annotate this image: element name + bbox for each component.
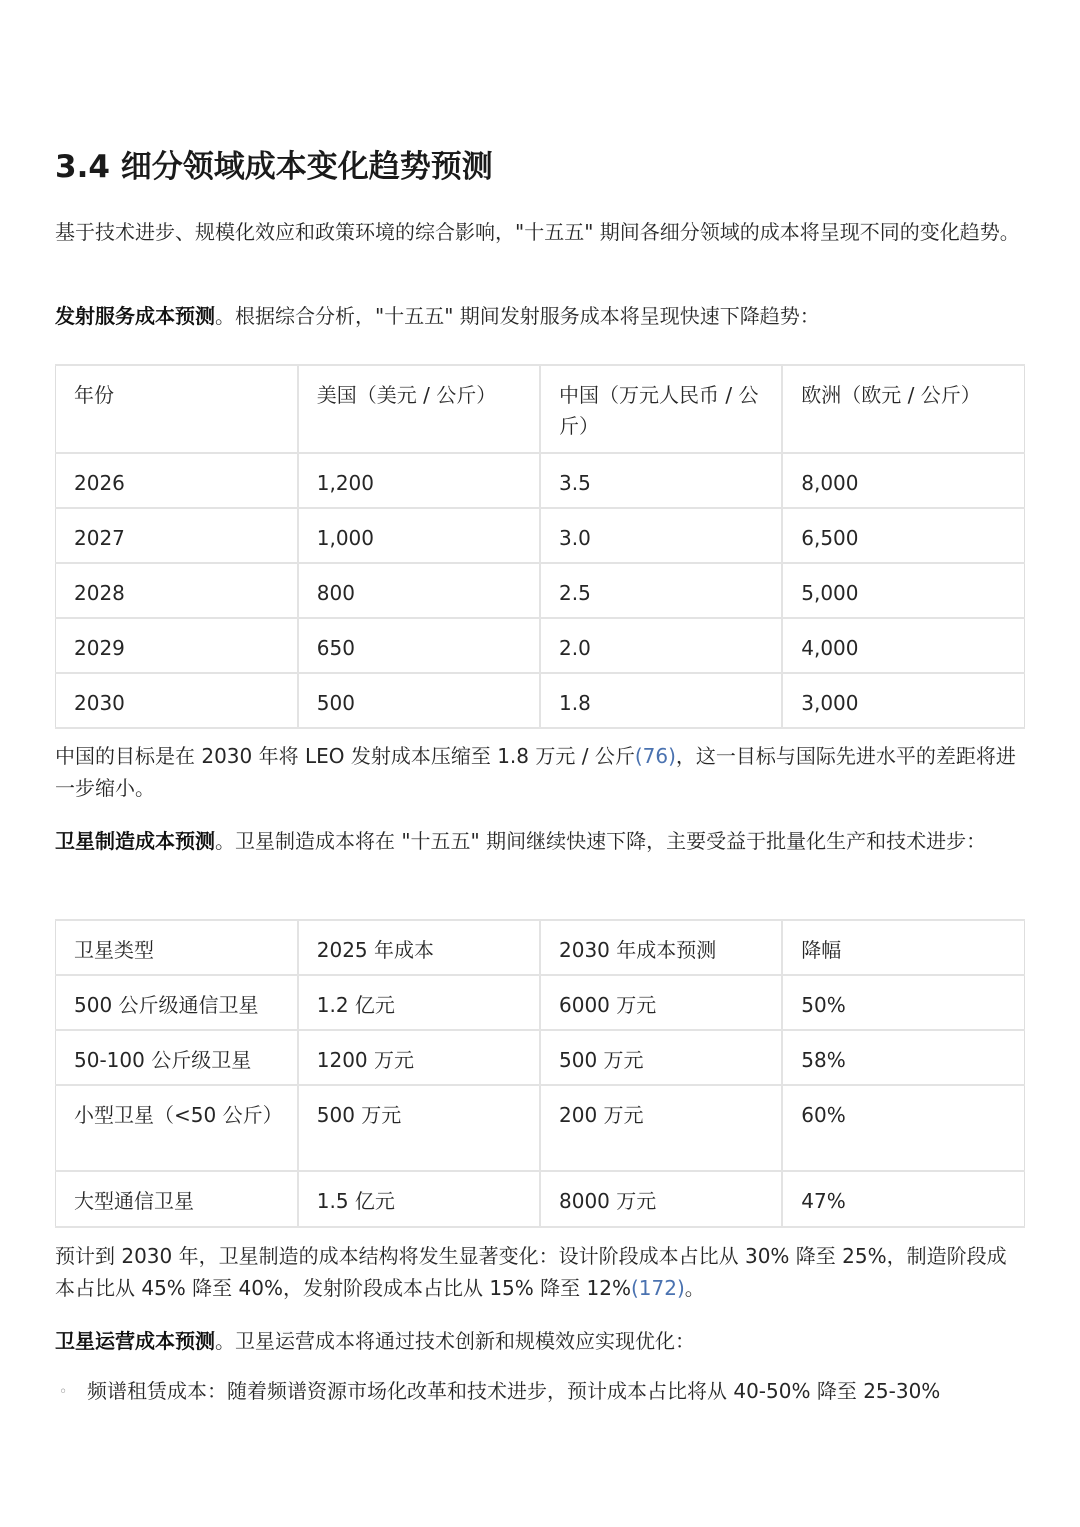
table-cell: 3.5	[540, 453, 782, 508]
table-header-row	[56, 365, 1025, 453]
table-cell: 500 万元	[298, 1085, 540, 1171]
bullet-circle-icon: ◦	[59, 1384, 68, 1400]
table-cell: 6000 万元	[540, 975, 782, 1030]
table-cell: 1200 万元	[298, 1030, 540, 1085]
table-cell: 200 万元	[540, 1085, 782, 1171]
table-cell: 500	[298, 673, 540, 728]
citation-link[interactable]: (172)	[630, 1276, 685, 1300]
intro-paragraph: 基于技术进步、规模化效应和政策环境的综合影响，"十五五" 期间各细分领域的成本将呈现不同的变化趋势。	[55, 220, 1020, 244]
launch-cost-table	[55, 364, 1025, 729]
table-row	[56, 508, 1025, 563]
table-cell: 1,000	[298, 508, 540, 563]
list-item-text: 频谱租赁成本：随着频谱资源市场化改革和技术进步，预计成本占比将从 40-50% 降至 25-30%	[87, 1379, 941, 1403]
citation-link[interactable]: (76)	[634, 744, 676, 768]
table-cell: 650	[298, 618, 540, 673]
table-header-cell: 年份	[56, 365, 298, 453]
table-cell: 500 万元	[540, 1030, 782, 1085]
manufacturing-note-text: 预计到 2030 年，卫星制造的成本结构将发生显著变化：设计阶段成本占比从 30% 降至 25%，制造阶段成本占比从 45% 降至 40%，发射阶段成本占比从 15% 降至 12%	[55, 1244, 1007, 1300]
section-title: 3.4 细分领域成本变化趋势预测	[55, 149, 493, 185]
launch-heading: 发射服务成本预测	[55, 304, 215, 328]
table-header-cell: 2030 年成本预测	[540, 920, 782, 975]
table-cell: 47%	[782, 1171, 1024, 1227]
table-header-cell: 欧洲（欧元 / 公斤）	[782, 365, 1024, 453]
table-header-row	[56, 920, 1025, 975]
table-row	[56, 673, 1025, 728]
table-row	[56, 1085, 1025, 1171]
table-cell: 50%	[782, 975, 1024, 1030]
operations-text: 。卫星运营成本将通过技术创新和规模效应实现优化：	[215, 1329, 695, 1353]
manufacturing-heading: 卫星制造成本预测	[55, 829, 215, 853]
table-cell: 2.0	[540, 618, 782, 673]
manufacturing-paragraph	[55, 825, 1025, 857]
launch-note-text-end: ，这一目标与国际先进水平的差距将进一步缩小。	[55, 744, 1016, 800]
table-cell: 1.5 亿元	[298, 1171, 540, 1227]
table-cell: 1.2 亿元	[298, 975, 540, 1030]
table-cell: 6,500	[782, 508, 1024, 563]
table-row	[56, 1171, 1025, 1227]
table-cell: 60%	[782, 1085, 1024, 1171]
table-row	[56, 618, 1025, 673]
table-row	[56, 563, 1025, 618]
table-header-cell: 中国（万元人民币 / 公斤）	[540, 365, 782, 453]
table-row	[56, 975, 1025, 1030]
launch-note	[55, 740, 1025, 804]
operations-paragraph	[55, 1325, 1025, 1357]
table-header-cell: 卫星类型	[56, 920, 298, 975]
manufacturing-note-text-end: 。	[684, 1276, 705, 1300]
table-row	[56, 453, 1025, 508]
operations-heading: 卫星运营成本预测	[55, 1329, 215, 1353]
table-cell: 2.5	[540, 563, 782, 618]
table-row	[56, 1030, 1025, 1085]
table-cell: 50-100 公斤级卫星	[56, 1030, 298, 1085]
table-cell: 58%	[782, 1030, 1024, 1085]
table-cell: 2030	[56, 673, 298, 728]
table-cell: 大型通信卫星	[56, 1171, 298, 1227]
table-cell: 小型卫星（<50 公斤）	[56, 1085, 298, 1171]
manufacturing-text: 。卫星制造成本将在 "十五五" 期间继续快速下降，主要受益于批量化生产和技术进步：	[215, 829, 987, 853]
table-cell: 3,000	[782, 673, 1024, 728]
table-cell: 2027	[56, 508, 298, 563]
table-cell: 4,000	[782, 618, 1024, 673]
table-cell: 5,000	[782, 563, 1024, 618]
table-header-cell: 降幅	[782, 920, 1024, 975]
table-cell: 500 公斤级通信卫星	[56, 975, 298, 1030]
table-header-cell: 2025 年成本	[298, 920, 540, 975]
table-cell: 2029	[56, 618, 298, 673]
table-cell: 8,000	[782, 453, 1024, 508]
launch-text: 。根据综合分析，"十五五" 期间发射服务成本将呈现快速下降趋势：	[215, 304, 820, 328]
launch-note-text: 中国的目标是在 2030 年将 LEO 发射成本压缩至 1.8 万元 / 公斤	[55, 744, 635, 768]
table-cell: 2026	[56, 453, 298, 508]
table-cell: 8000 万元	[540, 1171, 782, 1227]
launch-paragraph	[55, 300, 1025, 332]
table-cell: 800	[298, 563, 540, 618]
manufacturing-cost-table	[55, 919, 1025, 1228]
manufacturing-note	[55, 1240, 1025, 1304]
table-cell: 3.0	[540, 508, 782, 563]
table-cell: 1,200	[298, 453, 540, 508]
table-header-cell: 美国（美元 / 公斤）	[298, 365, 540, 453]
table-cell: 2028	[56, 563, 298, 618]
list-item	[55, 1375, 1025, 1408]
table-cell: 1.8	[540, 673, 782, 728]
